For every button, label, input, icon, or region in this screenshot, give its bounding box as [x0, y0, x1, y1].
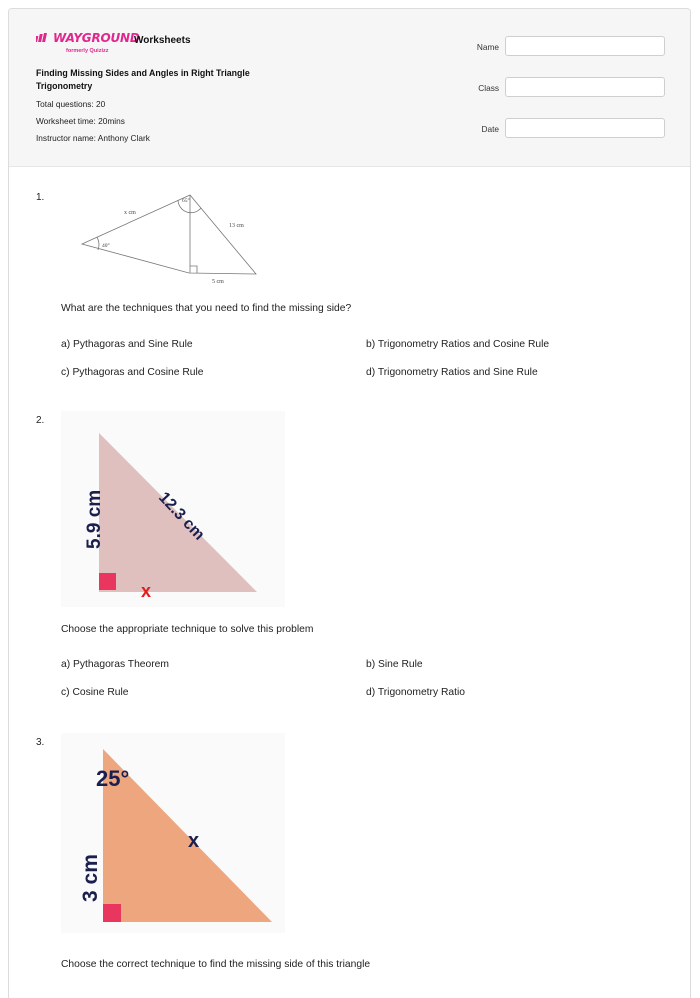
class-label: Class [478, 83, 499, 93]
wayground-logo-icon [36, 33, 51, 42]
question-2-figure [61, 411, 285, 607]
brand-logo [36, 31, 140, 54]
figure-label-5-cm: 5 cm [212, 279, 224, 285]
question-2-option-c[interactable]: c) Cosine Rule [61, 687, 129, 698]
question-2-number: 2. [36, 415, 45, 426]
question-3-prompt: Choose the correct technique to find the missing side of this triangle [61, 959, 371, 970]
figure-label-65-degree: 65° [182, 198, 190, 204]
worksheet-time: Worksheet time: 20mins [36, 116, 125, 126]
question-1-number: 1. [36, 192, 45, 203]
question-1-option-d[interactable]: d) Trigonometry Ratios and Sine Rule [366, 367, 538, 378]
brand-title: Worksheets [134, 35, 191, 46]
worksheet-header [9, 9, 690, 167]
figure-label-13-cm: 13 cm [229, 223, 244, 229]
question-3-figure [61, 733, 285, 933]
figure-label-3-cm: 3 cm [79, 854, 102, 902]
question-1-figure [69, 189, 269, 294]
logo-subtext: formerly Quizizz [66, 48, 109, 54]
question-2-option-a[interactable]: a) Pythagoras Theorem [61, 659, 169, 670]
worksheet-title: Finding Missing Sides and Angles in Right Triangle Trigonometry [36, 68, 250, 91]
figure-label-x: x [141, 581, 152, 601]
date-label: Date [481, 124, 499, 134]
question-1-option-a[interactable]: a) Pythagoras and Sine Rule [61, 339, 193, 350]
total-questions: Total questions: 20 [36, 99, 106, 109]
instructor-name: Instructor name: Anthony Clark [36, 133, 150, 143]
name-label: Name [476, 42, 499, 52]
figure-label-25-degree: 25° [96, 766, 130, 791]
date-field[interactable] [505, 118, 665, 138]
figure-label-x-cm: x cm [124, 210, 136, 216]
question-3-number: 3. [36, 737, 45, 748]
question-1-prompt: What are the techniques that you need to find the missing side? [61, 303, 352, 314]
figure-label-40-degree: 40° [102, 243, 110, 249]
worksheet-page [8, 8, 691, 998]
question-2-option-d[interactable]: d) Trigonometry Ratio [366, 687, 466, 698]
question-2-prompt: Choose the appropriate technique to solve this problem [61, 624, 314, 635]
class-field[interactable] [505, 77, 665, 97]
question-2-option-b[interactable]: b) Sine Rule [366, 659, 423, 670]
name-field[interactable] [505, 36, 665, 56]
logo-text: WAYGROUND [53, 31, 140, 45]
figure-label-12-3-cm: 12.3 cm [155, 489, 208, 544]
figure-label-5-9-cm: 5.9 cm [84, 489, 105, 549]
question-1-option-b[interactable]: b) Trigonometry Ratios and Cosine Rule [366, 339, 550, 350]
figure-label-x: x [188, 830, 200, 852]
question-1-option-c[interactable]: c) Pythagoras and Cosine Rule [61, 367, 204, 378]
